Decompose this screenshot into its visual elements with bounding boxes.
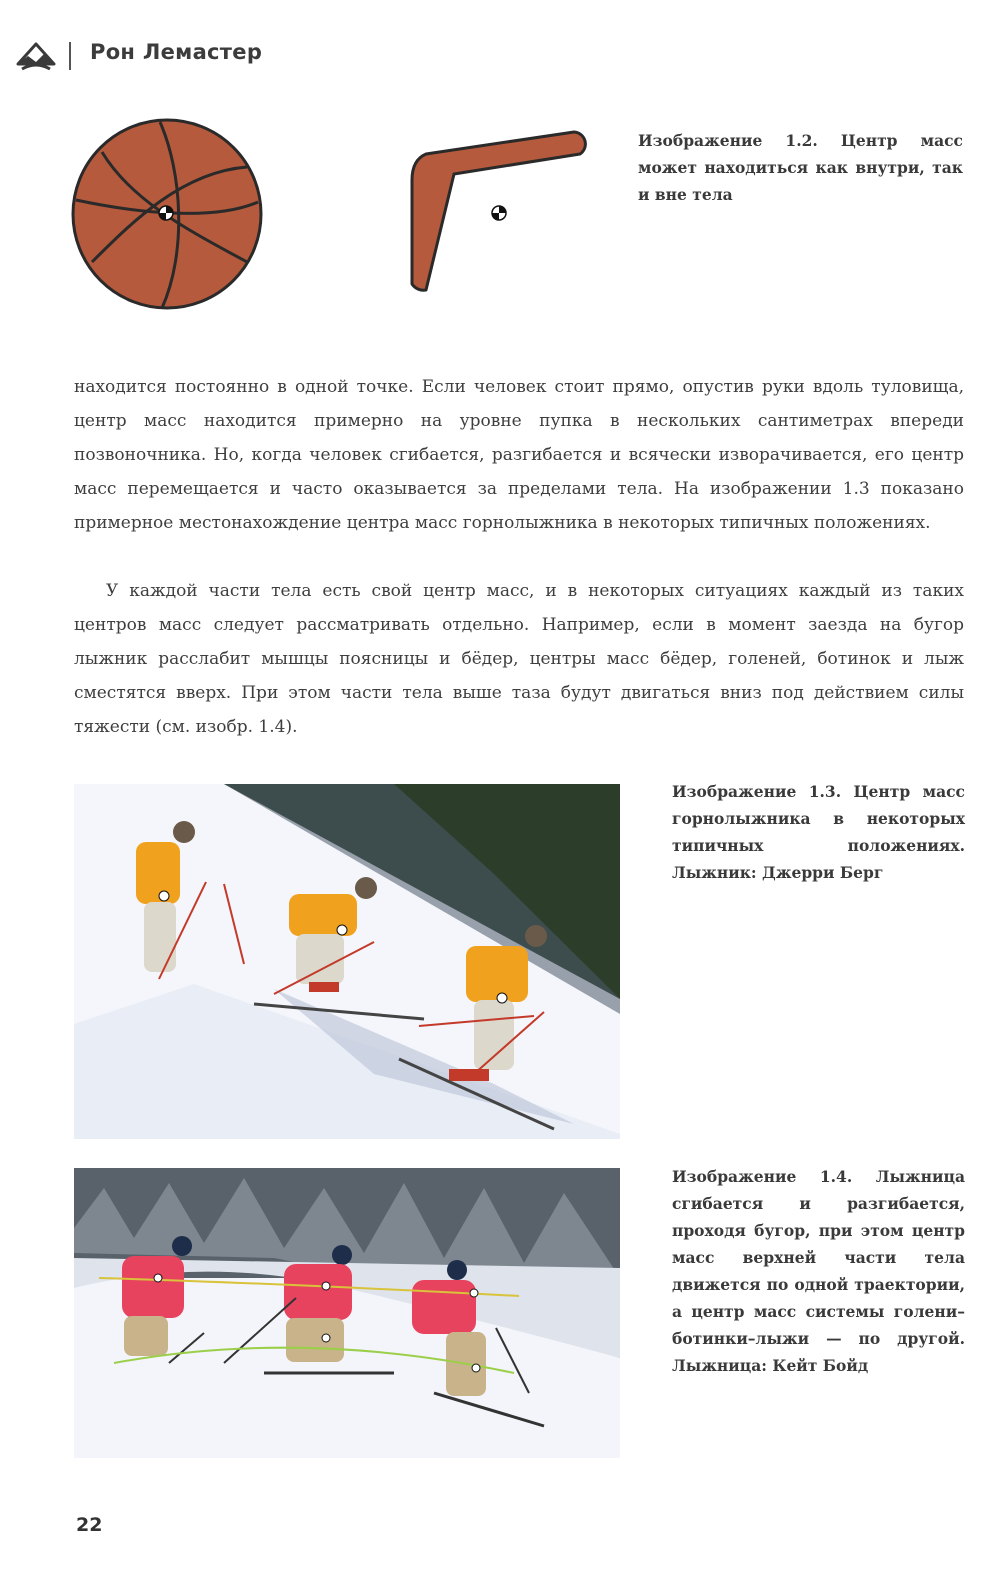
center-of-mass-marker-icon xyxy=(159,206,173,220)
figure-1-4-photo xyxy=(74,1168,620,1458)
figure-1-2-caption: Изображение 1.2. Центр масс может находиться как внутри, так и вне тела xyxy=(638,131,963,204)
header-divider xyxy=(69,42,71,70)
page-number: 22 xyxy=(76,1514,103,1536)
body-paragraph-1: находится постоянно в одной точке. Если человек стоит прямо, опустив руки вдоль туловища, центр масс находится примерно на уровне пупка в нескольких сантиметрах впереди позвоночника. Но, когда человек сгибается, разгибается и всячески изворачивается, его центр масс перемещается и часто оказывается за пределами тела. На изображении 1.3 показано примерное местонахождение центра масс горнолыжника в некоторых типичных положениях. xyxy=(74,377,964,533)
figure-1-3-photo xyxy=(74,784,620,1139)
figure-1-2-illustration xyxy=(62,112,602,322)
running-header-author: Рон Лемастер xyxy=(90,40,263,64)
mountain-logo-icon xyxy=(14,36,58,76)
center-of-mass-marker-icon xyxy=(492,206,506,220)
figure-1-4-caption: Изображение 1.4. Лыжница сгибается и разгибается, проходя бугор, при этом центр масс верхней части тела движется по одной траектории, а центр масс системы голени–ботинки–лыжи — по другой. Лыжница: Кейт Бойд xyxy=(672,1167,965,1375)
body-paragraph-2: У каждой части тела есть свой центр масс, и в некоторых ситуациях каждый из таких центров масс следует рассматривать отдельно. Например, если в момент заезда на бугор лыжник расслабит мышцы поясницы и бёдер, центры масс бёдер, голеней, ботинок и лыж сместятся вверх. При этом части тела выше таза будут двигаться вниз под действием силы тяжести (см. изобр. 1.4). xyxy=(74,581,964,737)
figure-1-3-caption: Изображение 1.3. Центр масс горнолыжника в некоторых типичных положениях. Лыжник: Джерри Берг xyxy=(672,782,965,882)
